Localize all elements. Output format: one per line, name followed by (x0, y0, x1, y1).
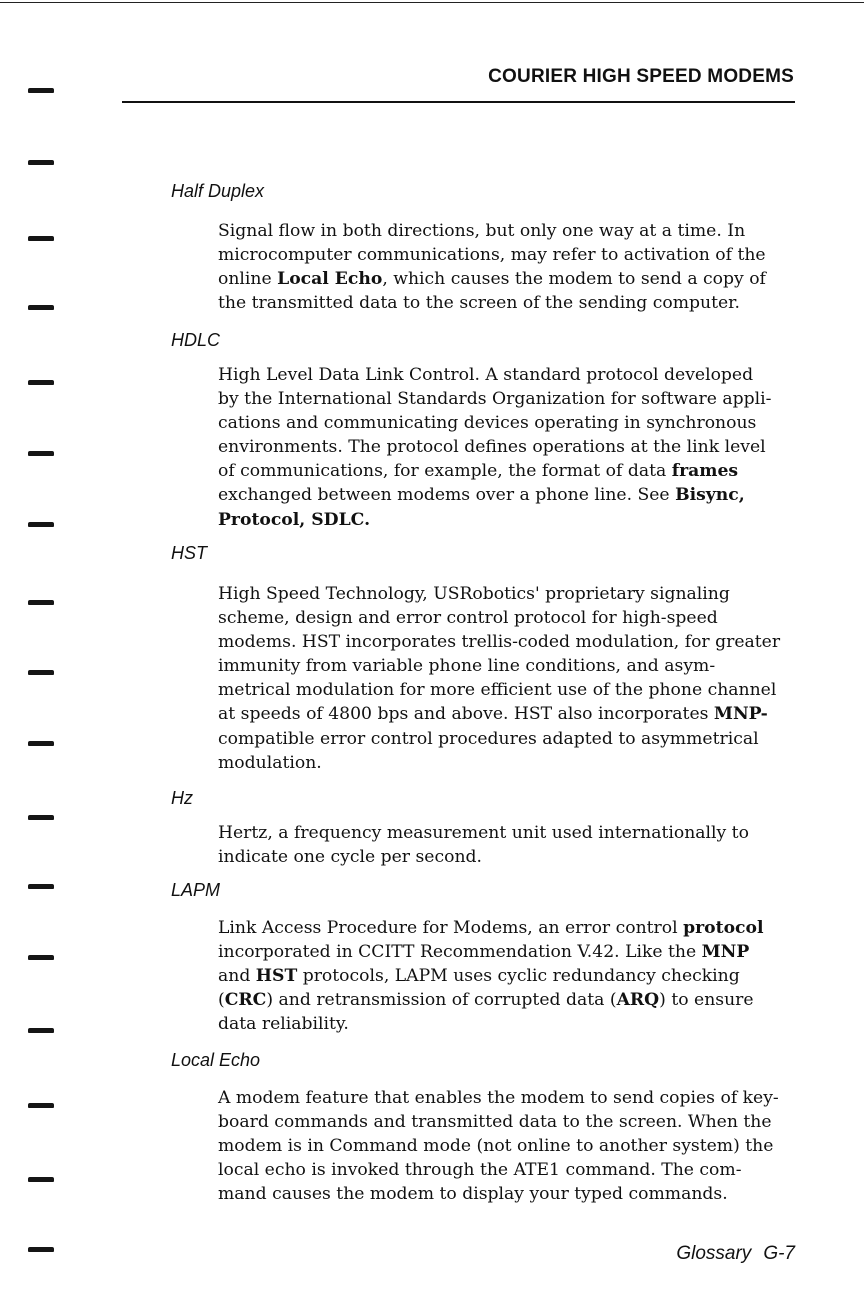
cross-reference-term: protocol (683, 918, 764, 938)
binding-hole-mark (28, 451, 54, 456)
glossary-term: Half Duplex (171, 181, 265, 201)
definition-line (218, 483, 798, 507)
cross-reference-term: MNP- (713, 704, 768, 725)
definition-text: Link Access Procedure for Modems, an error control (218, 918, 684, 938)
definition-text: protocols, LAPM uses cyclic redundancy checking (297, 966, 740, 987)
definition-text: exchanged between modems over a phone line. See (218, 485, 676, 506)
definition-line (218, 459, 798, 483)
definition-line: scheme, design and error control protocol for high-speed (218, 608, 718, 629)
definition-line: Hertz, a frequency measurement unit used internationally to (218, 823, 749, 843)
definition-line (218, 508, 798, 532)
definition-line (218, 267, 798, 291)
binding-hole-mark (28, 88, 54, 93)
glossary-term: HDLC (171, 330, 221, 350)
cross-reference-term: HST (255, 966, 298, 987)
definition-line: Signal flow in both directions, but only one way at a time. In (218, 221, 746, 241)
binding-hole-mark (28, 741, 54, 746)
glossary-definition (218, 916, 798, 1036)
cross-reference-term: MNP (701, 942, 750, 963)
scan-top-edge (0, 2, 864, 3)
cross-reference-term: ARQ (616, 990, 660, 1011)
definition-text: ( (218, 990, 225, 1011)
cross-reference-term: Protocol, SDLC (218, 509, 365, 530)
binding-hole-mark (28, 1103, 54, 1108)
binding-hole-mark (28, 380, 54, 385)
binding-hole-mark (28, 1028, 54, 1033)
definition-line: modem is in Command mode (not online to another system) the (218, 1136, 774, 1157)
glossary-term: LAPM (171, 880, 221, 900)
definition-line (218, 964, 798, 988)
definition-line (218, 940, 798, 964)
definition-line: immunity from variable phone line conditions, and asym- (218, 656, 716, 677)
definition-text: ) to ensure (659, 990, 754, 1011)
glossary-definition (218, 821, 798, 869)
definition-line: modems. HST incorporates trellis-coded modulation, for greater (218, 632, 781, 653)
binding-hole-mark (28, 160, 54, 165)
definition-line: board commands and transmitted data to the screen. When the (218, 1112, 772, 1133)
definition-line: environments. The protocol defines operations at the link level (218, 437, 766, 458)
definition-line: mand causes the modem to display your typed commands. (218, 1184, 728, 1205)
binding-hole-mark (28, 236, 54, 241)
cross-reference-term: Bisync, (675, 485, 745, 506)
binding-hole-mark (28, 884, 54, 889)
definition-line: modulation. (218, 752, 322, 773)
definition-line: by the International Standards Organization for software appli- (218, 389, 772, 410)
glossary-term: Local Echo (171, 1050, 261, 1070)
definition-line (218, 988, 798, 1012)
definition-line (218, 916, 798, 940)
glossary-definition (218, 582, 798, 775)
definition-line: metrical modulation for more efficient use of the phone channel (218, 680, 777, 701)
glossary-term: HST (171, 543, 207, 563)
footer-section: Glossary (676, 1243, 752, 1264)
binding-hole-mark (28, 600, 54, 605)
binding-hole-mark (28, 522, 54, 527)
definition-line: indicate one cycle per second. (218, 847, 482, 868)
header-rule (122, 101, 795, 103)
definition-line: High Level Data Link Control. A standard protocol developed (218, 365, 754, 385)
glossary-term: Hz (171, 788, 193, 808)
page-footer (560, 1243, 795, 1265)
cross-reference-term: Local Echo (277, 269, 383, 290)
binding-hole-mark (28, 1247, 54, 1252)
binding-hole-mark (28, 670, 54, 675)
binding-hole-mark (28, 815, 54, 820)
definition-text: and (218, 966, 256, 987)
definition-line: data reliability. (218, 1014, 349, 1035)
page-number: G-7 (763, 1243, 795, 1264)
definition-text: online (218, 269, 278, 290)
definition-line: the transmitted data to the screen of the sending computer. (218, 293, 740, 314)
definition-line: cations and communicating devices operating in synchronous (218, 413, 757, 434)
definition-line (218, 702, 798, 726)
definition-line: microcomputer communications, may refer to activation of the (218, 245, 766, 266)
binding-hole-mark (28, 1177, 54, 1182)
definition-line: High Speed Technology, USRobotics' proprietary signaling (218, 584, 730, 604)
binding-hole-mark (28, 955, 54, 960)
definition-text: , which causes the modem to send a copy of (382, 269, 766, 290)
definition-line: local echo is invoked through the ATE1 command. The com- (218, 1160, 742, 1181)
definition-text: at speeds of 4800 bps and above. HST also incorporates (218, 704, 714, 725)
cross-reference-term: CRC (224, 990, 267, 1011)
cross-reference-term: . (364, 509, 371, 530)
glossary-definition (218, 363, 798, 532)
glossary-definition (218, 1086, 798, 1206)
definition-line: A modem feature that enables the modem to send copies of key- (218, 1088, 779, 1108)
definition-line: compatible error control procedures adapted to asymmetrical (218, 728, 759, 749)
running-header: COURIER HIGH SPEED MODEMS (488, 66, 794, 87)
definition-text: ) and retransmission of corrupted data ( (266, 990, 617, 1011)
binding-hole-mark (28, 305, 54, 310)
glossary-definition (218, 219, 798, 315)
definition-text: incorporated in CCITT Recommendation V.42. Like the (218, 942, 702, 963)
definition-text: of communications, for example, the format of data (218, 461, 672, 482)
cross-reference-term: frames (671, 461, 739, 482)
